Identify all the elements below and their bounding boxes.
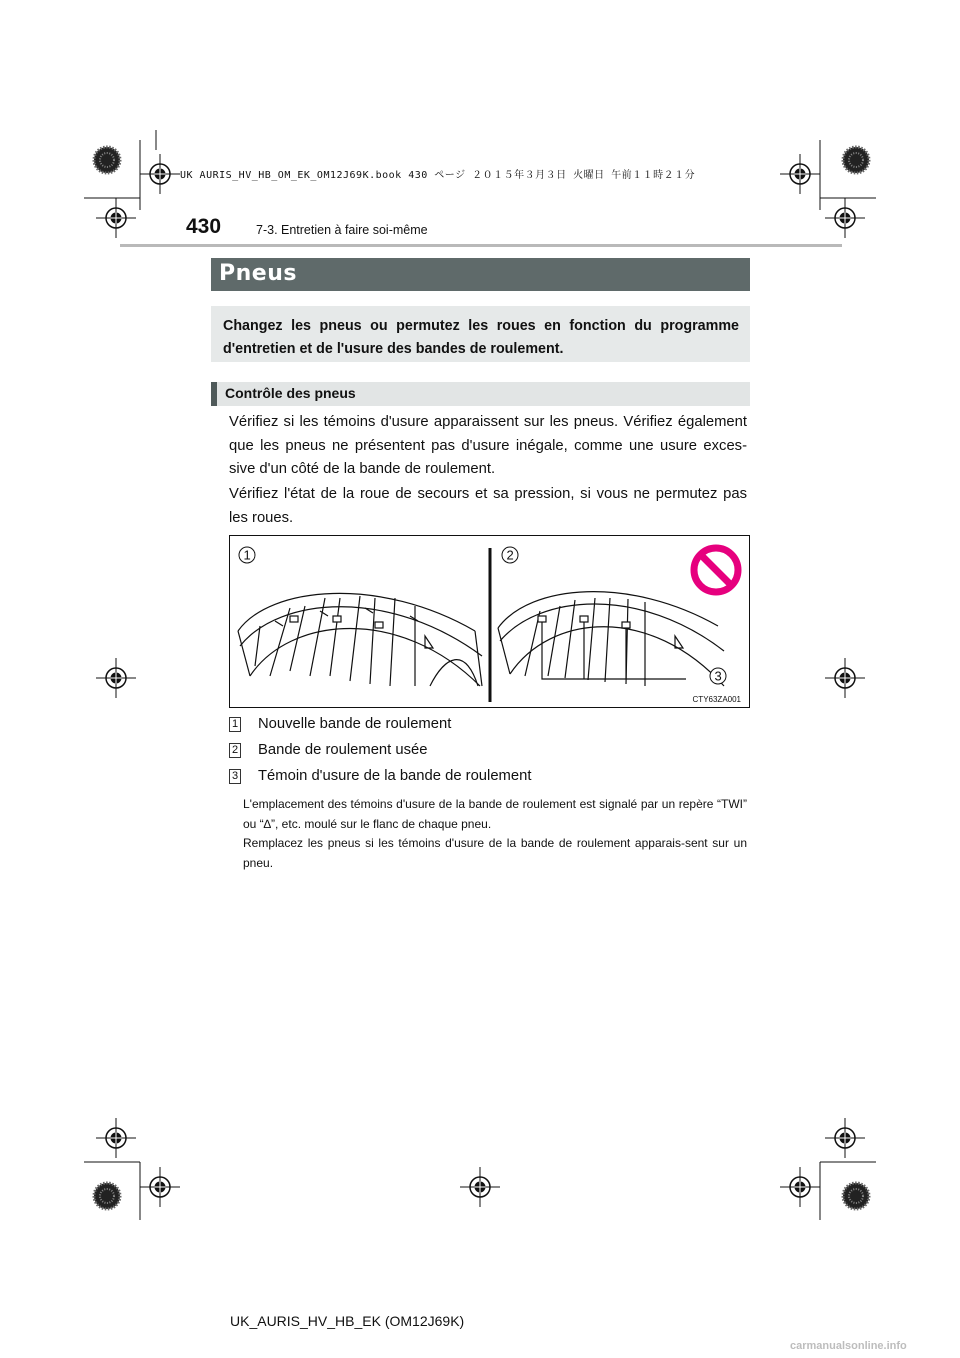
prohibited-icon [694, 548, 738, 592]
paragraph-2: Vérifiez l'état de la roue de secours et sa pression, si vous ne permutez pas les roues. [229, 486, 747, 526]
header-divider [120, 244, 842, 247]
tire-drawing [230, 536, 750, 708]
legend-text-3: Témoin d'usure de la bande de roulement [258, 768, 532, 784]
section-label: 7-3. Entretien à faire soi-même [256, 223, 428, 237]
watermark: carmanualsonline.info [790, 1340, 907, 1352]
callout-2-label: 2 [506, 547, 514, 563]
callout-1 [239, 547, 255, 563]
note-1: L'emplacement des témoins d'usure de la bande de roulement est signalé par un repère “TWI” ou “∆”, etc. moulé sur le flanc de chaque pneu. [243, 797, 747, 831]
subheading-accent [211, 382, 217, 406]
callout-1-label: 1 [243, 547, 251, 563]
legend-text-1: Nouvelle bande de roulement [258, 716, 452, 732]
callout-2 [502, 547, 518, 563]
intro-box [211, 306, 750, 362]
book-info-line: UK AURIS_HV_HB_OM_EK_OM12J69K.book 430 ページ ２０１５年３月３日 火曜日 午前１１時２１分 [180, 170, 696, 181]
tire-illustration [229, 535, 750, 708]
page-title-bar [211, 258, 750, 291]
legend-text-2: Bande de roulement usée [258, 742, 428, 758]
footer-code: UK_AURIS_HV_HB_EK (OM12J69K) [230, 1313, 465, 1329]
figure-code: CTY63ZA001 [692, 695, 741, 704]
intro-text: Changez les pneus ou permutez les roues en fonction du programme d'entretien et de l'usure des bandes de roulement. [223, 318, 739, 357]
callout-3 [710, 668, 726, 684]
subheading: Contrôle des pneus [225, 385, 356, 401]
legend-num-3: 3 [229, 769, 241, 784]
paragraph-1: Vérifiez si les témoins d'usure apparaissent sur les pneus. Vérifiez également que les pneus ne présentent pas d'usure inégale, comme une usure exces-sive d'un côté de la bande de roulement. [229, 414, 747, 477]
subheading-bar [211, 382, 750, 406]
new-tire-drawing [238, 593, 482, 686]
legend-num-1: 1 [229, 717, 241, 732]
callout-3-label: 3 [714, 668, 722, 684]
page-title: Pneus [219, 261, 297, 286]
note-2: Remplacez les pneus si les témoins d'usure de la bande de roulement apparais-sent sur un pneu. [243, 836, 747, 870]
legend-num-2: 2 [229, 743, 241, 758]
page-number: 430 [186, 215, 222, 238]
worn-tire-drawing [498, 592, 724, 686]
